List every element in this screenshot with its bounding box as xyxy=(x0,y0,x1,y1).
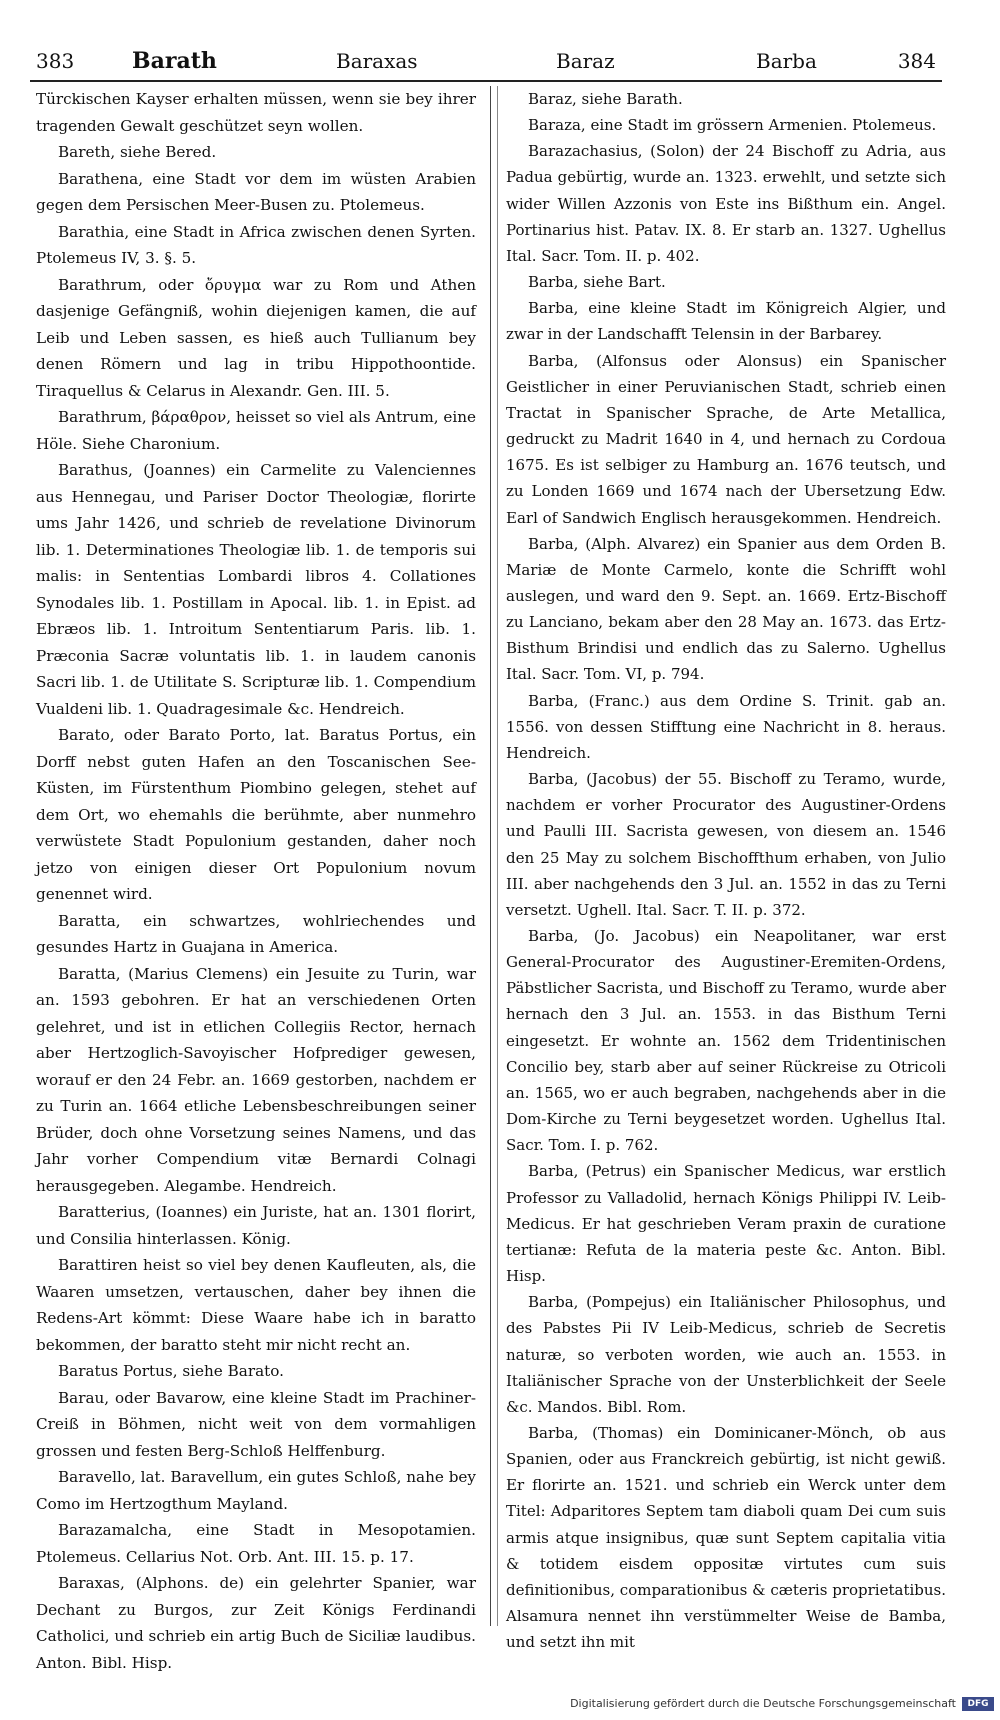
digitization-footer xyxy=(570,1696,1000,1712)
entry: Barazachasius, (Solon) der 24 Bischoff zu Adria, aus Padua gebürtig, wurde an. 1323. erwehlt, und setzte sich wider Willen Azzonis von Este ins Bißthum ein. Angel. Portinarius hist. Patav. IX. 8. Er starb an. 1327. Ughellus Ital. Sacr. Tom. II. p. 402. xyxy=(506,142,946,265)
guide-word-right: Barba xyxy=(756,49,817,73)
entry: Bareth, siehe Bered. xyxy=(58,143,217,161)
entry: Barba, (Petrus) ein Spanischer Medicus, war erstlich Professor zu Valladolid, hernach Königs Philippi IV. Leib-Medicus. Er hat geschrieben Veram praxin de curatione tertianæ: Refuta de la materia peste &c. Anton. Bibl. Hisp. xyxy=(506,1162,946,1286)
entry: Barathus, (Joannes) ein Carmelite zu Valenciennes aus Hennegau, und Pariser Doctor Theologiæ, florirte ums Jahr 1426, und schrieb de revelatione Divinorum lib. 1. Determinationes Theologiæ lib. 1. de temporis sui malis: in Sententias Lombardi libros 4. Collationes Synodales lib. 1. Postillam in Apocal. lib. 1. in Epist. ad Ebræos lib. 1. Introitum Sententiarum Paris. lib. 1. Præconia Sacræ voluntatis lib. 1. in laudem canonis Sacri lib. 1. de Utilitate S. Scripturæ lib. 1. Compendium Vualdeni lib. 1. Quadragesimale &c. Hendreich. xyxy=(36,461,476,718)
entry: Barba, (Alph. Alvarez) ein Spanier aus dem Orden B. Mariæ de Monte Carmelo, konte die Schrifft wohl auslegen, und ward den 9. Sept. an. 1669. Ertz-Bischoff zu Lanciano, bekam aber den 28 May an. 1673. das Ertz-Bisthum Brindisi und endlich das zu Salerno. Ughellus Ital. Sacr. Tom. VI, p. 794. xyxy=(506,534,946,684)
entry: Baratta, (Marius Clemens) ein Jesuite zu Turin, war an. 1593 gebohren. Er hat an verschiedenen Orten gelehret, und ist in etlichen Collegiis Rector, hernach aber Hertzoglich-Savoyischer Hofprediger gewesen, worauf er den 24 Febr. an. 1669 gestorben, nachdem er zu Turin an. 1664 etliche Lebensbeschreibungen seiner Brüder, doch ohne Vorsetzung seines Namens, und das Jahr vorher Compendium vitæ Bernardi Colnagi herausgegeben. Alegambe. Hendreich. xyxy=(36,964,476,1195)
left-column xyxy=(36,86,476,1676)
column-head-left: Baraxas xyxy=(336,49,418,73)
entry: Türckischen Kayser erhalten müssen, wenn sie bey ihrer tragenden Gewalt geschützet seyn wollen. xyxy=(36,90,476,135)
entry: Baraz, siehe Barath. xyxy=(528,90,683,108)
entry: Barba, eine kleine Stadt im Königreich Algier, und zwar in der Landschafft Telensin in der Barbarey. xyxy=(506,299,946,344)
right-column xyxy=(506,86,946,1655)
guide-word-left: Barath xyxy=(132,48,217,74)
page-number-right: 384 xyxy=(897,49,936,73)
dfg-logo: DFG xyxy=(962,1697,994,1711)
column-divider xyxy=(490,86,491,1626)
entry: Barba, (Franc.) aus dem Ordine S. Trinit. gab an. 1556. von dessen Stifftung eine Nachricht in 8. heraus. Hendreich. xyxy=(506,691,946,762)
entry: Barattiren heist so viel bey denen Kaufleuten, als, die Waaren umsetzen, vertauschen, daher bey ihnen die Redens-Art kömmt: Diese Waare habe ich in baratto bekommen, der baratto steht mir nicht recht an. xyxy=(36,1256,476,1354)
entry: Barathena, eine Stadt vor dem im wüsten Arabien gegen dem Persischen Meer-Busen zu. Ptolemeus. xyxy=(36,169,476,214)
entry: Barba, (Pompejus) ein Italiänischer Philosophus, und des Pabstes Pii IV Leib-Medicus, schrieb de Secretis naturæ, so verboten worden, wie auch an. 1553. in Italiänischer Sprache von der Unsterblichkeit der Seele &c. Mandos. Bibl. Rom. xyxy=(506,1293,946,1416)
column-head-right: Baraz xyxy=(556,49,615,73)
entry: Barathrum, oder ὄρυγμα war zu Rom und Athen dasjenige Gefängniß, wohin diejenigen kamen, die auf Leib und Leben sassen, es hieß auch Tullianum bey denen Römern und lag in tribu Hippothoontide. Tiraquellus & Celarus in Alexandr. Gen. III. 5. xyxy=(36,275,476,400)
page-number-left: 383 xyxy=(36,49,75,73)
entry: Baraxas, (Alphons. de) ein gelehrter Spanier, war Dechant zu Burgos, zur Zeit Königs Ferdinandi Catholici, und schrieb ein artig Buch de Siciliæ laudibus. Anton. Bibl. Hisp. xyxy=(36,1574,476,1672)
footer-credit: Digitalisierung gefördert durch die Deutsche Forschungsgemeinschaft xyxy=(570,1697,956,1710)
header-rule xyxy=(30,80,942,82)
entry: Barba, siehe Bart. xyxy=(528,273,666,292)
entry: Baraza, eine Stadt im grössern Armenien. Ptolemeus. xyxy=(528,116,937,135)
entry: Barba, (Thomas) ein Dominicaner-Mönch, ob aus Spanien, oder aus Franckreich gebürtig, ist nicht gewiß. Er florirte an. 1521. und schrieb ein Werck unter dem Titel: Adparitores Septem tam diaboli quam Dei cum suis armis atque insignibus, quæ sunt Septem capitalia vitia & totidem eisdem oppositæ virtutes cum suis definitionibus, comparationibus & cæteris proprietatibus. Alsamura nennet ihn verstümmelter Weise de Bamba, und setzt ihn mit xyxy=(506,1423,946,1652)
entry: Barazamalcha, eine Stadt in Mesopotamien. Ptolemeus. Cellarius Not. Orb. Ant. III. 15. p. 17. xyxy=(36,1521,476,1566)
running-header xyxy=(36,48,936,78)
entry: Baratus Portus, siehe Barato. xyxy=(58,1362,284,1380)
entry: Baratta, ein schwartzes, wohlriechendes und gesundes Hartz in Guajana in America. xyxy=(36,911,476,956)
entry: Barba, (Jacobus) der 55. Bischoff zu Teramo, wurde, nachdem er vorher Procurator des Augustiner-Ordens und Paulli III. Sacrista gewesen, von diesem an. 1546 den 25 May zu solchem Bischoffthum erhaben, von Julio III. aber nachgehends den 3 Jul. an. 1552 in das zu Terni versetzt. Ughell. Ital. Sacr. T. II. p. 372. xyxy=(506,770,946,919)
entry: Barba, (Alfonsus oder Alonsus) ein Spanischer Geistlicher in einer Peruvianischen Stadt, schrieb einen Tractat in Spanischer Sprache, de Arte Metallica, gedruckt zu Madrit 1640 in 4, und hernach zu Cordoua 1675. Es ist selbiger zu Hamburg an. 1676 teutsch, und zu Londen 1669 und 1674 nach der Ubersetzung Edw. Earl of Sandwich Englisch herausgekommen. Hendreich. xyxy=(506,351,946,527)
entry: Baratterius, (Ioannes) ein Juriste, hat an. 1301 florirt, und Consilia hinterlassen. König. xyxy=(36,1203,476,1248)
entry: Barato, oder Barato Porto, lat. Baratus Portus, ein Dorff nebst guten Hafen an den Toscanischen See-Küsten, im Fürstenthum Piombino gelegen, stehet auf dem Ort, wo ehemahls die berühmte, aber nunmehro verwüstete Stadt Populonium gestanden, daher noch jetzo von einigen dieser Ort Populonium novum genennet wird. xyxy=(36,726,476,903)
entry: Barba, (Jo. Jacobus) ein Neapolitaner, war erst General-Procurator des Augustiner-Eremiten-Ordens, Päbstlicher Sacrista, und Bischoff zu Teramo, wurde aber hernach den 3 Jul. an. 1553. in das Bisthum Terni eingesetzt. Er wohnte an. 1562 dem Tridentinischen Concilio bey, starb aber auf seiner Rückreise zu Otricoli an. 1565, wo er auch begraben, nachgehends aber in die Dom-Kirche zu Terni beygesetzet worden. Ughellus Ital. Sacr. Tom. I. p. 762. xyxy=(506,927,946,1155)
entry: Barathia, eine Stadt in Africa zwischen denen Syrten. Ptolemeus IV, 3. §. 5. xyxy=(36,222,476,267)
column-divider-inner xyxy=(497,86,498,1626)
entry: Baravello, lat. Baravellum, ein gutes Schloß, nahe bey Como im Hertzogthum Mayland. xyxy=(36,1468,476,1513)
entry: Barathrum, βάραθρον, heisset so viel als Antrum, eine Höle. Siehe Charonium. xyxy=(36,408,476,453)
entry: Barau, oder Bavarow, eine kleine Stadt im Prachiner-Creiß in Böhmen, nicht weit von dem vormahligen grossen und festen Berg-Schloß Helffenburg. xyxy=(36,1388,476,1460)
